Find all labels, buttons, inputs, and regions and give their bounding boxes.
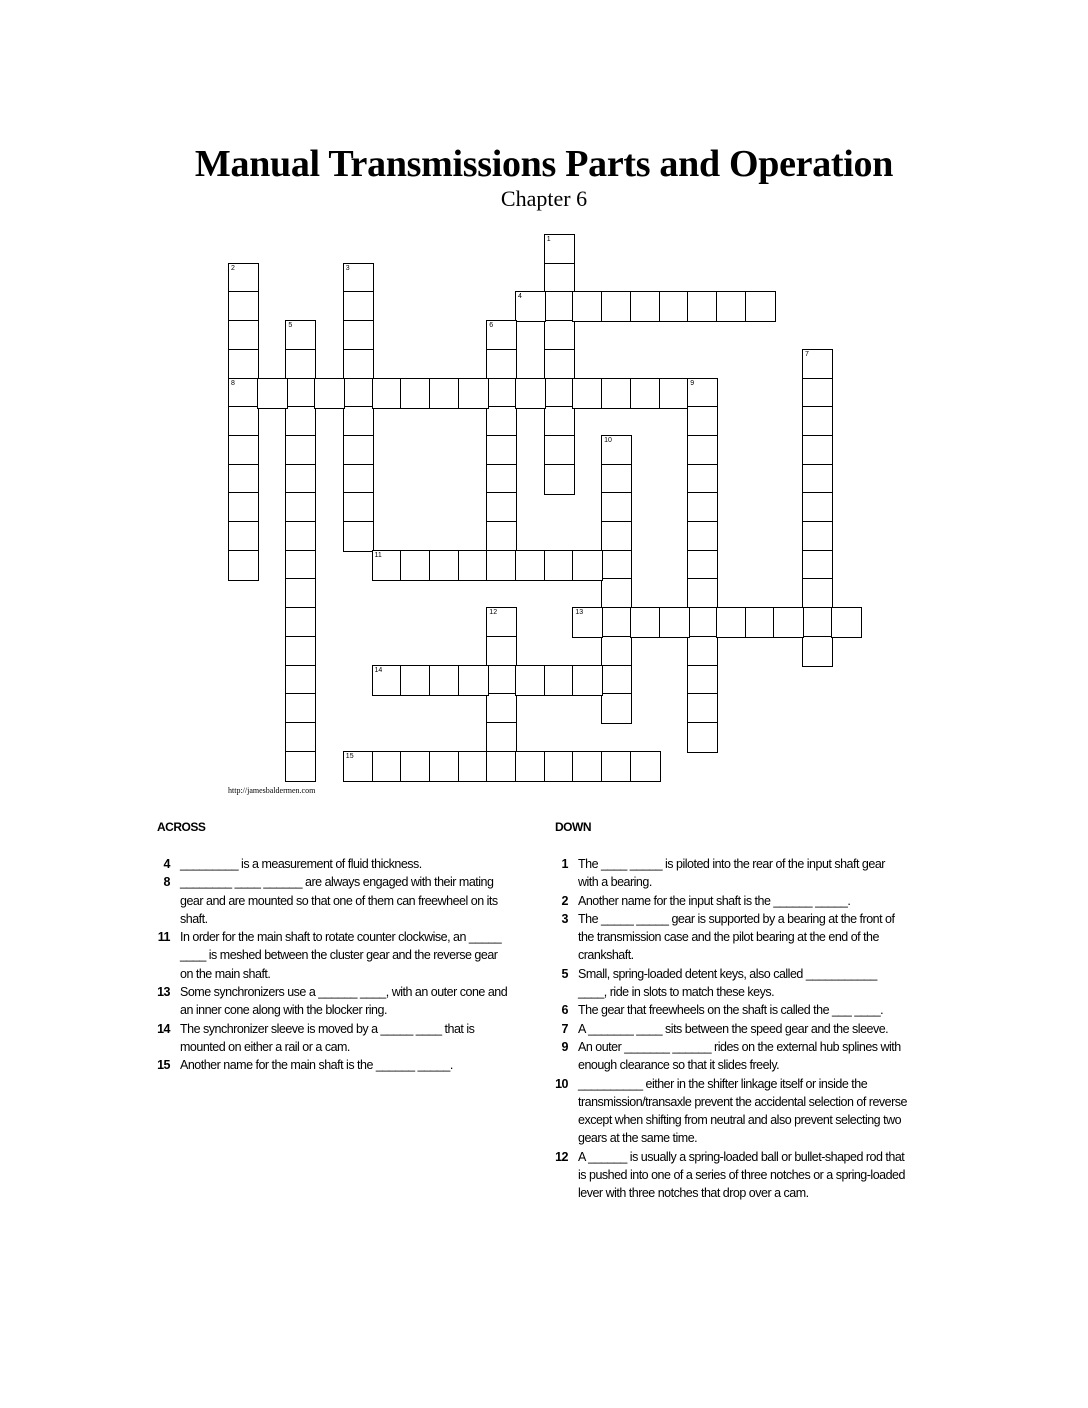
crossword-cell[interactable] (486, 693, 517, 724)
down-clue-list (548, 855, 908, 1203)
crossword-cell[interactable] (429, 550, 460, 581)
crossword-cell[interactable] (285, 578, 316, 609)
crossword-cell[interactable] (515, 550, 546, 581)
crossword-cell[interactable] (802, 521, 833, 552)
crossword-cell[interactable] (285, 349, 316, 380)
crossword-cell[interactable] (572, 665, 603, 696)
down-clue-9 (548, 1038, 908, 1075)
crossword-cell[interactable] (228, 349, 259, 380)
crossword-cell[interactable] (285, 320, 316, 351)
clue-text: _________ is a measurement of fluid thickness. (180, 857, 422, 871)
crossword-cell[interactable] (831, 607, 862, 638)
crossword-cell[interactable] (486, 320, 517, 351)
clue-number: 15 (157, 1058, 170, 1073)
crossword-cell[interactable] (228, 521, 259, 552)
crossword-cell[interactable] (228, 550, 259, 581)
crossword-cell[interactable] (687, 492, 718, 523)
clue-text: Another name for the main shaft is the ______ _____. (180, 1058, 453, 1073)
crossword-cell[interactable] (544, 320, 575, 351)
crossword-cell[interactable] (601, 751, 632, 782)
crossword-cell[interactable] (802, 578, 833, 609)
crossword-cell[interactable] (716, 291, 747, 322)
crossword-cell[interactable] (601, 378, 632, 409)
clue-number: 2 (561, 893, 568, 908)
crossword-cell[interactable] (228, 464, 259, 495)
across-clue-8 (150, 873, 510, 928)
across-clue-13 (150, 983, 510, 1020)
crossword-cell[interactable] (572, 607, 603, 638)
crossword-cell[interactable] (458, 665, 489, 696)
clue-text: Another name for the input shaft is the ______ _____. (578, 893, 851, 908)
crossword-cell[interactable] (400, 550, 431, 581)
crossword-cell[interactable] (802, 464, 833, 495)
clue-text: An outer _______ ______ rides on the external hub splines with enough clearance so that it slides freely. (578, 1039, 901, 1073)
crossword-cell[interactable] (515, 751, 546, 782)
crossword-cell[interactable] (630, 378, 661, 409)
crossword-cell[interactable] (659, 378, 690, 409)
crossword-cell[interactable] (745, 607, 776, 638)
crossword-cell[interactable] (630, 607, 661, 638)
crossword-cell[interactable] (486, 492, 517, 523)
crossword-cell[interactable] (228, 492, 259, 523)
crossword-cell[interactable] (486, 435, 517, 466)
cell-number: 10 (604, 436, 612, 444)
crossword-cell[interactable] (601, 550, 632, 581)
cell-number: 9 (690, 379, 695, 387)
crossword-cell[interactable] (601, 665, 632, 696)
crossword-cell[interactable] (486, 636, 517, 667)
crossword-cell[interactable] (544, 263, 575, 294)
crossword-cell[interactable] (515, 291, 546, 322)
website-credit: http://jamesbaldermen.com (228, 786, 316, 795)
crossword-cell[interactable] (372, 378, 403, 409)
clue-number: 6 (561, 1003, 568, 1018)
crossword-cell[interactable] (429, 665, 460, 696)
crossword-cell[interactable] (630, 751, 661, 782)
crossword-cell[interactable] (687, 550, 718, 581)
crossword-cell[interactable] (544, 291, 575, 322)
clue-number: 4 (163, 857, 170, 871)
crossword-cell[interactable] (687, 665, 718, 696)
crossword-cell[interactable] (285, 492, 316, 523)
clue-text: Some synchronizers use a ______ ____, with an outer cone and an inner cone along with the blocker ring. (180, 985, 508, 1018)
cell-number: 4 (518, 293, 522, 301)
crossword-cell[interactable] (458, 751, 489, 782)
crossword-cell[interactable] (343, 263, 374, 294)
cell-number: 2 (231, 264, 235, 272)
crossword-cell[interactable] (687, 636, 718, 667)
crossword-cell[interactable] (429, 378, 460, 409)
crossword-cell[interactable] (228, 320, 259, 351)
down-clue-5 (548, 965, 908, 1002)
crossword-cell[interactable] (515, 665, 546, 696)
clue-number: 11 (157, 930, 170, 945)
crossword-cell[interactable] (285, 550, 316, 581)
clue-number: 1 (561, 857, 568, 871)
crossword-cell[interactable] (228, 263, 259, 294)
crossword-cell[interactable] (372, 751, 403, 782)
crossword-cell[interactable] (486, 665, 517, 696)
clue-text: The _____ _____ gear is supported by a bearing at the front of the transmission case and the pilot bearing at the end of the crankshaft. (578, 911, 895, 963)
crossword-cell[interactable] (687, 693, 718, 724)
clue-number: 5 (561, 966, 568, 981)
crossword-cell[interactable] (601, 291, 632, 322)
crossword-cell[interactable] (343, 464, 374, 495)
crossword-cell[interactable] (745, 291, 776, 322)
clue-number: 10 (555, 1076, 568, 1091)
crossword-cell[interactable] (544, 665, 575, 696)
crossword-cell[interactable] (630, 291, 661, 322)
crossword-cell[interactable] (687, 291, 718, 322)
clue-text: The synchronizer sleeve is moved by a _____ ____ that is mounted on either a rail or a cam. (180, 1021, 475, 1054)
crossword-cell[interactable] (802, 607, 833, 638)
crossword-cell[interactable] (659, 607, 690, 638)
crossword-cell[interactable] (486, 378, 517, 409)
clue-number: 9 (561, 1039, 568, 1054)
clue-number: 8 (163, 875, 170, 890)
crossword-cell[interactable] (228, 406, 259, 437)
across-clue-15 (150, 1056, 510, 1074)
cell-number: 1 (546, 236, 551, 243)
crossword-cell[interactable] (601, 521, 632, 552)
crossword-cell[interactable] (716, 607, 747, 638)
crossword-cell[interactable] (544, 751, 575, 782)
crossword-cell[interactable] (486, 406, 517, 437)
crossword-cell[interactable] (458, 378, 489, 409)
clue-text: The ____ _____ is piloted into the rear of the input shaft gear with a bearing. (578, 857, 885, 890)
across-clue-11 (150, 928, 510, 983)
crossword-cell[interactable] (285, 751, 316, 782)
across-clue-14 (150, 1020, 510, 1057)
crossword-cell[interactable] (400, 751, 431, 782)
across-clue-list (150, 855, 510, 1075)
crossword-cell[interactable] (601, 578, 632, 609)
crossword-cell[interactable] (544, 464, 575, 495)
crossword-cell[interactable] (400, 665, 431, 696)
cell-number: 14 (374, 666, 383, 674)
crossword-cell[interactable] (544, 234, 575, 265)
crossword-cell[interactable] (343, 291, 374, 322)
down-clue-7 (548, 1020, 908, 1038)
crossword-cell[interactable] (400, 378, 431, 409)
crossword-cell[interactable] (601, 636, 632, 667)
crossword-cell[interactable] (486, 349, 517, 380)
crossword-cell[interactable] (544, 378, 575, 409)
crossword-cell[interactable] (687, 722, 718, 753)
crossword-cell[interactable] (314, 378, 345, 409)
down-clue-6 (548, 1001, 908, 1019)
clue-number: 3 (561, 911, 568, 926)
down-clue-3 (548, 910, 908, 965)
cell-number: 3 (345, 264, 350, 272)
crossword-cell[interactable] (687, 521, 718, 552)
clue-text: A ______ is usually a spring-loaded ball or bullet-shaped rod that is pushed into one of a series of three notches or a spring-loaded lever with three notches that drop over a cam. (578, 1149, 905, 1201)
crossword-cell[interactable] (285, 722, 316, 753)
crossword-cell[interactable] (572, 291, 603, 322)
cell-number: 11 (374, 551, 382, 559)
crossword-cell[interactable] (285, 464, 316, 495)
crossword-cell[interactable] (343, 378, 374, 409)
crossword-cell[interactable] (228, 435, 259, 466)
crossword-cell[interactable] (486, 722, 517, 753)
crossword-cell[interactable] (285, 607, 316, 638)
crossword-cell[interactable] (544, 550, 575, 581)
crossword-cell[interactable] (773, 607, 804, 638)
cell-number: 7 (805, 350, 809, 358)
crossword-cell[interactable] (544, 406, 575, 437)
crossword-cell[interactable] (802, 435, 833, 466)
crossword-cell[interactable] (228, 291, 259, 322)
crossword-cell[interactable] (802, 378, 833, 409)
crossword-cell[interactable] (802, 636, 833, 667)
cell-number: 6 (489, 322, 494, 330)
crossword-cell[interactable] (458, 550, 489, 581)
crossword-cell[interactable] (372, 550, 403, 581)
cell-number: 8 (231, 379, 235, 387)
crossword-cell[interactable] (429, 751, 460, 782)
clue-text: A _______ ____ sits between the speed gear and the sleeve. (578, 1021, 889, 1036)
crossword-cell[interactable] (515, 378, 546, 409)
crossword-cell[interactable] (659, 291, 690, 322)
page-title: Manual Transmissions Parts and Operation (194, 143, 894, 185)
crossword-cell[interactable] (343, 320, 374, 351)
crossword-cell[interactable] (285, 435, 316, 466)
clue-number: 7 (561, 1021, 568, 1036)
across-heading: ACROSS (157, 820, 206, 834)
crossword-cell[interactable] (343, 521, 374, 552)
crossword-cell[interactable] (687, 406, 718, 437)
clue-text: __________ either in the shifter linkage itself or inside the transmission/transaxle prevent the accidental selection of reverse except when shifting from neutral and also prevent selecting two gears at the same time. (578, 1076, 907, 1146)
down-clue-1 (548, 855, 908, 892)
crossword-cell[interactable] (544, 349, 575, 380)
crossword-cell[interactable] (343, 406, 374, 437)
clue-text: In order for the main shaft to rotate counter clockwise, an _____ ____ is meshed between the cluster gear and the reverse gear on the main shaft. (180, 930, 502, 981)
clue-number: 13 (157, 985, 170, 1000)
cell-number: 13 (575, 609, 584, 617)
crossword-cell[interactable] (285, 665, 316, 696)
crossword-cell[interactable] (802, 349, 833, 380)
crossword-cell[interactable] (285, 693, 316, 724)
crossword-cell[interactable] (285, 636, 316, 667)
crossword-cell[interactable] (687, 578, 718, 609)
crossword-cell[interactable] (372, 665, 403, 696)
down-clue-12 (548, 1148, 908, 1203)
crossword-cell[interactable] (228, 378, 259, 409)
crossword-cell[interactable] (601, 464, 632, 495)
crossword-cell[interactable] (343, 751, 374, 782)
down-clue-2 (548, 892, 908, 910)
crossword-cell[interactable] (486, 464, 517, 495)
clue-text: Small, spring-loaded detent keys, also called ___________ ____, ride in slots to match these keys. (578, 966, 877, 1000)
crossword-cell[interactable] (601, 693, 632, 724)
clue-number: 14 (157, 1021, 170, 1036)
crossword-cell[interactable] (486, 550, 517, 581)
crossword-cell[interactable] (544, 435, 575, 466)
down-clue-10 (548, 1075, 908, 1148)
crossword-cell[interactable] (343, 435, 374, 466)
page-subtitle: Chapter 6 (500, 186, 588, 211)
crossword-cell[interactable] (572, 751, 603, 782)
cell-number: 5 (288, 322, 293, 330)
clue-text: ________ ____ ______ are always engaged with their mating gear and are mounted so that one of them can freewheel on its shaft. (180, 875, 498, 926)
crossword-cell[interactable] (343, 492, 374, 523)
crossword-cell[interactable] (285, 406, 316, 437)
cell-number: 12 (489, 609, 498, 617)
crossword-cell[interactable] (687, 378, 718, 409)
crossword-cell[interactable] (802, 550, 833, 581)
crossword-cell[interactable] (572, 550, 603, 581)
crossword-cell[interactable] (285, 378, 316, 409)
across-clue-4 (150, 855, 510, 873)
cell-number: 15 (345, 752, 354, 760)
crossword-cell[interactable] (802, 492, 833, 523)
crossword-cell[interactable] (687, 464, 718, 495)
clue-number: 12 (555, 1149, 568, 1164)
crossword-cell[interactable] (486, 607, 517, 638)
crossword-cell[interactable] (486, 521, 517, 552)
crossword-cell[interactable] (687, 607, 718, 638)
crossword-cell[interactable] (687, 435, 718, 466)
crossword-cell[interactable] (601, 492, 632, 523)
clue-text: The gear that freewheels on the shaft is called the ___ ____. (578, 1003, 884, 1018)
crossword-cell[interactable] (257, 378, 288, 409)
crossword-cell[interactable] (572, 378, 603, 409)
crossword-cell[interactable] (285, 521, 316, 552)
crossword-cell[interactable] (486, 751, 517, 782)
crossword-cell[interactable] (601, 435, 632, 466)
crossword-cell[interactable] (601, 607, 632, 638)
crossword-cell[interactable] (802, 406, 833, 437)
crossword-cell[interactable] (343, 349, 374, 380)
down-heading: DOWN (555, 820, 591, 834)
